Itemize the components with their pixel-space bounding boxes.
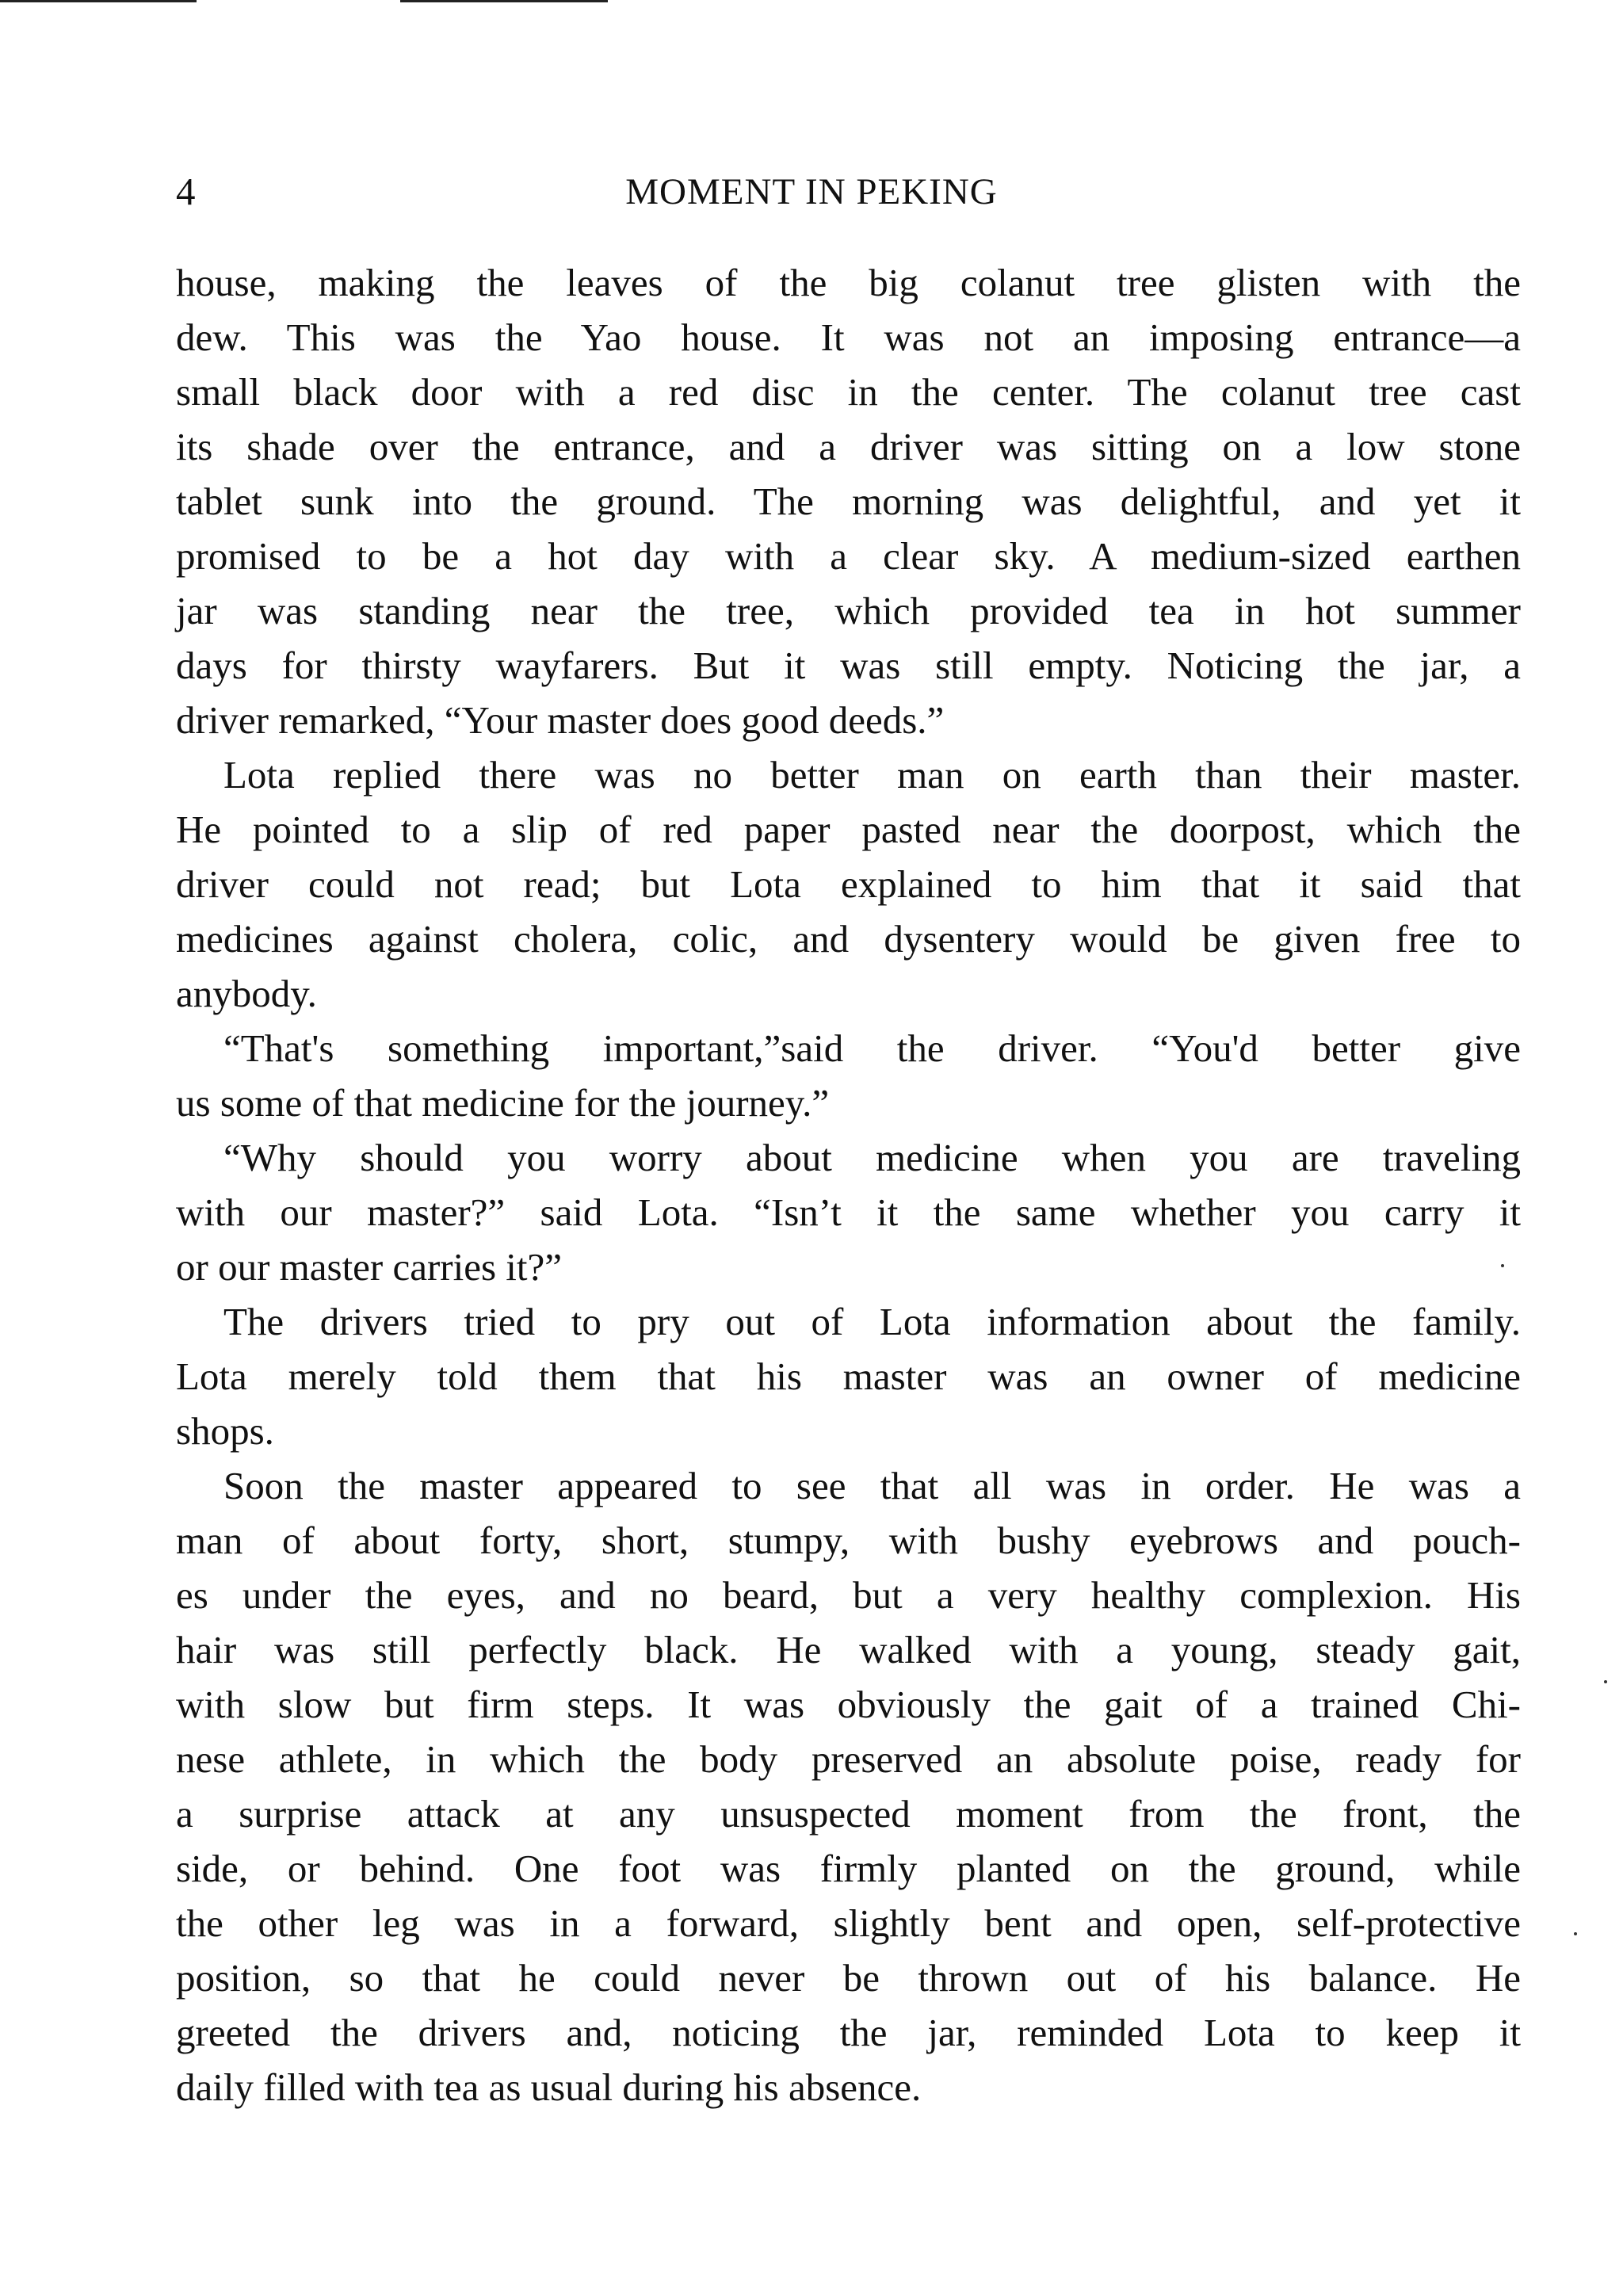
- text-line: the other leg was in a forward, slightly bent and open, self-protective: [176, 1901, 1521, 1945]
- text-line: dew. This was the Yao house. It was not an imposing entrance—a: [176, 315, 1521, 359]
- scan-speck: [1574, 1932, 1577, 1935]
- text-line: “Why should you worry about medicine when you are traveling: [223, 1136, 1521, 1179]
- text-line: promised to be a hot day with a clear sky. A medium-sized earthen: [176, 534, 1521, 578]
- scan-speck: [1501, 1264, 1504, 1267]
- scan-edge-mark-middle: [400, 0, 608, 2]
- running-title: MOMENT IN PEKING: [625, 171, 998, 212]
- text-line: shops.: [176, 1409, 274, 1453]
- text-line: house, making the leaves of the big colanut tree glisten with the: [176, 261, 1521, 304]
- body-text: [176, 255, 1521, 2115]
- text-line: nese athlete, in which the body preserved an absolute poise, ready for: [176, 1737, 1521, 1781]
- scan-edge-mark-left: [0, 0, 197, 2]
- text-line: with our master?” said Lota. “Isn’t it the same whether you carry it: [176, 1190, 1521, 1234]
- text-line: position, so that he could never be thrown out of his balance. He: [176, 1956, 1521, 2000]
- text-line: Lota replied there was no better man on earth than their master.: [223, 753, 1521, 797]
- text-line: driver could not read; but Lota explained to him that it said that: [176, 862, 1521, 906]
- text-line: daily filled with tea as usual during his absence.: [176, 2065, 922, 2109]
- text-line: greeted the drivers and, noticing the jar, reminded Lota to keep it: [176, 2011, 1521, 2054]
- page-number: 4: [176, 170, 196, 213]
- text-line: us some of that medicine for the journey.”: [176, 1081, 830, 1125]
- text-line: days for thirsty wayfarers. But it was still empty. Noticing the jar, a: [176, 644, 1521, 687]
- text-line: side, or behind. One foot was firmly planted on the ground, while: [176, 1847, 1521, 1890]
- text-line: or our master carries it?”: [176, 1245, 563, 1289]
- text-line: with slow but firm steps. It was obviously the gait of a trained Chi-: [176, 1683, 1521, 1726]
- text-line: driver remarked, “Your master does good deeds.”: [176, 698, 945, 742]
- scan-speck: [1604, 1680, 1607, 1683]
- text-line: its shade over the entrance, and a driver was sitting on a low stone: [176, 425, 1521, 468]
- text-line: es under the eyes, and no beard, but a very healthy complexion. His: [176, 1573, 1521, 1617]
- text-line: jar was standing near the tree, which provided tea in hot summer: [176, 589, 1521, 632]
- text-line: “That's something important,”said the driver. “You'd better give: [223, 1026, 1521, 1070]
- text-line: medicines against cholera, colic, and dysentery would be given free to: [176, 917, 1521, 961]
- page-header: [0, 168, 1623, 216]
- text-line: The drivers tried to pry out of Lota information about the family.: [223, 1300, 1521, 1343]
- text-line: hair was still perfectly black. He walked with a young, steady gait,: [176, 1628, 1521, 1671]
- text-line: small black door with a red disc in the center. The colanut tree cast: [176, 370, 1521, 414]
- text-line: Soon the master appeared to see that all was in order. He was a: [223, 1464, 1521, 1507]
- text-line: He pointed to a slip of red paper pasted near the doorpost, which the: [176, 808, 1521, 851]
- text-line: man of about forty, short, stumpy, with bushy eyebrows and pouch-: [176, 1519, 1521, 1562]
- text-line: Lota merely told them that his master was an owner of medicine: [176, 1354, 1521, 1398]
- text-line: a surprise attack at any unsuspected moment from the front, the: [176, 1792, 1521, 1836]
- text-line: tablet sunk into the ground. The morning was delightful, and yet it: [176, 479, 1521, 523]
- text-line: anybody.: [176, 972, 317, 1015]
